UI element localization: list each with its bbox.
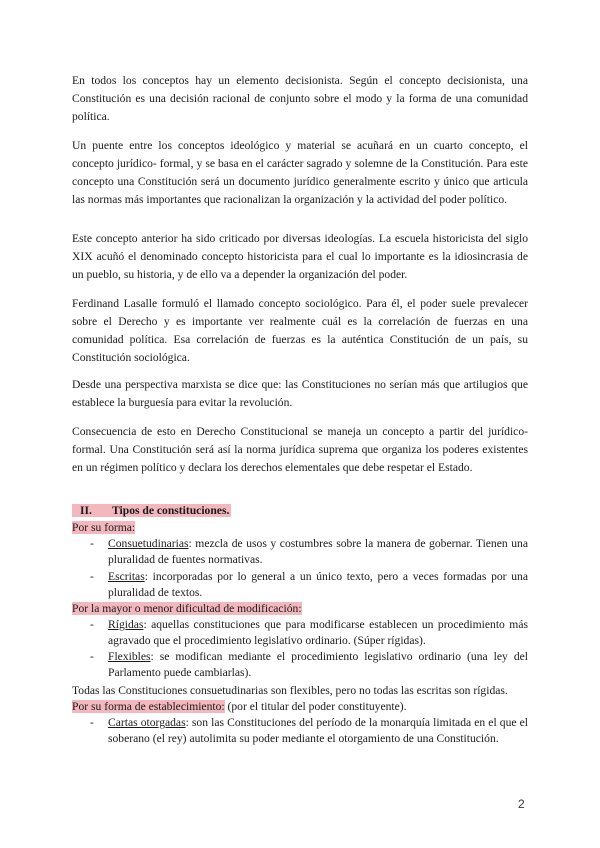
- list-item: - Consuetudinarias: mezcla de usos y costumbres sobre la manera de gobernar. Tienen una pluralidad de fuentes normativas.: [90, 537, 528, 566]
- list-item: - Rígidas: aquellas constituciones que para modificarse establecen un procedimiento más agravado que el procedimiento legislativo ordinario. (Súper rígidas).: [90, 618, 528, 647]
- paragraph-marxista: Desde una perspectiva marxista se dice que: las Constituciones no serían más que artilugios que establece la burguesía para evitar la revolución.: [72, 378, 528, 409]
- term-cartas-otorgadas: Cartas otorgadas: [108, 716, 186, 729]
- term-escritas: Escritas: [108, 570, 145, 583]
- paragraph-juridico-formal: Un puente entre los conceptos ideológico y material se acuñará en un cuarto concepto, el concepto jurídico- formal, y se basa en el carácter sagrado y solemne de la Constitución. Para este concepto una Constitución será un documento jurídico generalmente escrito y único que articula las normas más importantes que racionalizan la organización y la actividad del poder político.: [72, 139, 528, 206]
- term-consuetudinarias: Consuetudinarias: [108, 537, 189, 550]
- note-flexibles: Todas las Constituciones consuetudinarias son flexibles, pero no todas las escritas son rígidas.: [72, 684, 508, 697]
- list-item: - Cartas otorgadas: son las Constituciones del período de la monarquía limitada en el que el soberano (el rey) autolimita su poder mediante el otorgamiento de una Constitución.: [90, 716, 528, 745]
- term-flexibles: Flexibles: [108, 650, 151, 663]
- paragraph-decisionista: En todos los conceptos hay un elemento decisionista. Según el concepto decisionista, una Constitución es una decisión racional de conjunto sobre el modo y la forma de una comunidad política.: [72, 74, 528, 123]
- paragraph-sociologico: Ferdinand Lasalle formuló el llamado concepto sociológico. Para él, el poder suele prevalecer sobre el Derecho y es importante ver realmente cuál es la correlación de fuerzas en una comunidad política. Esa correlación de fuerzas es la auténtica Constitución de un país, su Constitución sociológica.: [72, 297, 528, 364]
- group-label-modificacion: Por la mayor o menor dificultad de modificación:: [72, 602, 302, 615]
- paragraph-consecuencia: Consecuencia de esto en Derecho Constitucional se maneja un concepto a partir del jurídico-formal. Una Constitución será así la norma jurídica suprema que organiza los poderes existentes en un régimen político y declara los derechos elementales que debe respetar el Estado.: [72, 425, 528, 474]
- group-label-establecimiento: Por su forma de establecimiento: (por el titular del poder constituyente).: [72, 700, 407, 713]
- list-item: - Escritas: incorporadas por lo general a un único texto, pero a veces formadas por una pluralidad de textos.: [90, 570, 528, 599]
- section-number: II.: [80, 504, 92, 517]
- group-label-forma: Por su forma:: [72, 521, 136, 534]
- section-title: Tipos de constituciones.: [112, 504, 230, 517]
- section-heading: [72, 502, 231, 519]
- page-number: 2: [518, 797, 525, 811]
- list-item: - Flexibles: se modifican mediante el procedimiento legislativo ordinario (una ley del Parlamento puede cambiarlas).: [90, 650, 528, 679]
- paragraph-historicista: Este concepto anterior ha sido criticado por diversas ideologías. La escuela historicista del siglo XIX acuñó el denominado concepto historicista para el cual lo importante es la idiosincrasia de un pueblo, su historia, y de ello va a depender la organización del poder.: [72, 232, 528, 281]
- term-rigidas: Rígidas: [108, 618, 144, 631]
